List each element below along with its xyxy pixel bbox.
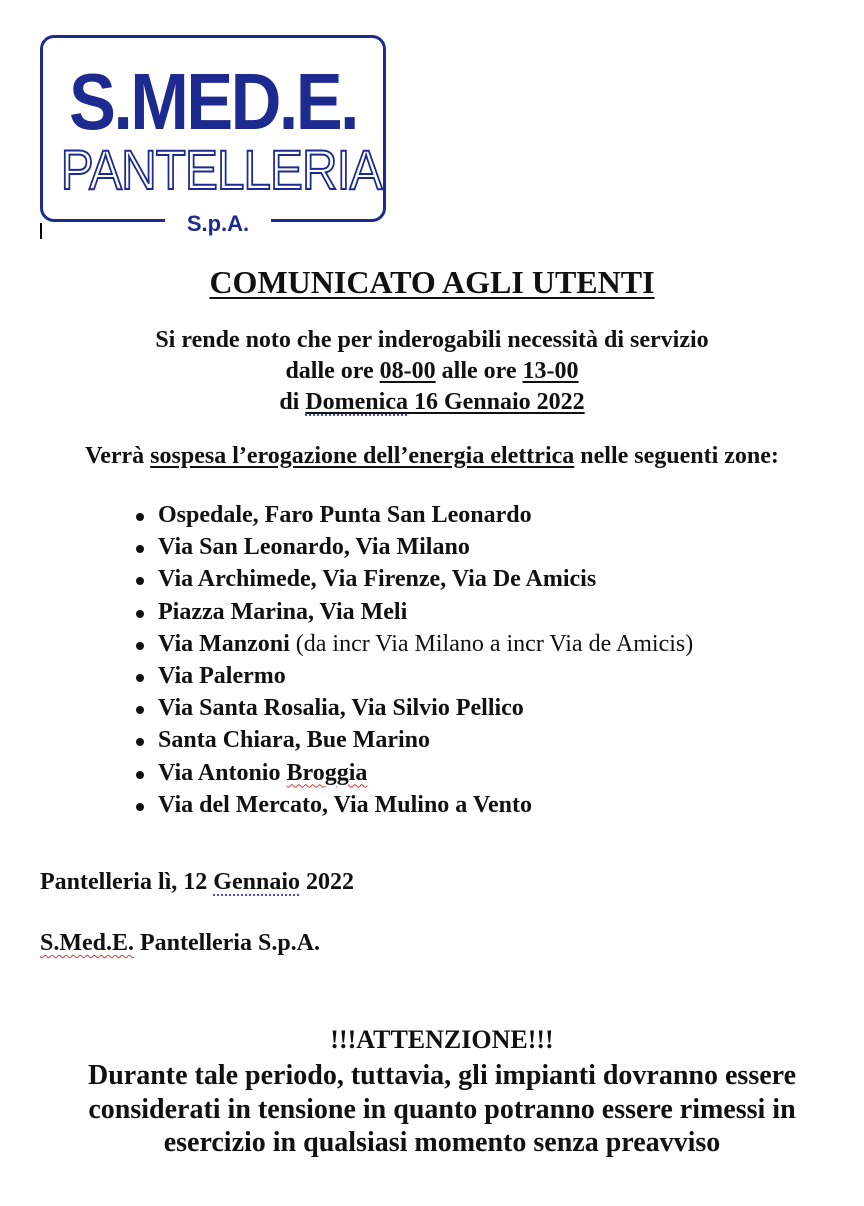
list-item: Via Manzoni (da incr Via Milano a incr Via de Amicis) bbox=[130, 628, 693, 660]
attention-body bbox=[0, 1059, 864, 1160]
logo-line-3: S.p.A. bbox=[186, 211, 250, 236]
list-item: Ospedale, Faro Punta San Leonardo bbox=[130, 499, 693, 531]
list-item: Via San Leonardo, Via Milano bbox=[130, 531, 693, 563]
list-item: Santa Chiara, Bue Marino bbox=[130, 724, 693, 756]
logo-line-1: S.MED.E. bbox=[69, 57, 357, 146]
list-item: Via Palermo bbox=[130, 660, 693, 692]
bullet-icon bbox=[136, 577, 144, 585]
suspension-highlight: sospesa l’erogazione dell’energia elettrica bbox=[150, 443, 575, 469]
bullet-icon bbox=[136, 803, 144, 811]
list-item: Via Archimede, Via Firenze, Via De Amicis bbox=[130, 563, 693, 595]
logo-line-2: PANTELLERIA bbox=[60, 138, 382, 201]
date-month: Gennaio bbox=[213, 869, 300, 895]
start-time: 08-00 bbox=[379, 358, 436, 384]
bullet-icon bbox=[136, 771, 144, 779]
attention-title: !!!ATTENZIONE!!! bbox=[330, 1025, 554, 1054]
company-logo bbox=[40, 35, 390, 240]
bullet-icon bbox=[136, 706, 144, 714]
text-cursor bbox=[40, 223, 42, 239]
place-date-line: Pantelleria lì, 12 Gennaio 2022 bbox=[40, 869, 354, 895]
intro-paragraph bbox=[0, 325, 864, 418]
spellcheck-flagged-word: Broggia bbox=[286, 759, 368, 786]
spellcheck-flagged-company: S.Med.E. bbox=[40, 930, 135, 956]
intro-line-2: dalle ore 08-00 alle ore 13-00 bbox=[285, 358, 579, 384]
list-item: Via Antonio Broggia bbox=[130, 757, 693, 789]
list-item: Via Santa Rosalia, Via Silvio Pellico bbox=[130, 692, 693, 724]
list-item: Via del Mercato, Via Mulino a Vento bbox=[130, 789, 693, 821]
outage-day: Domenica bbox=[305, 389, 408, 415]
bullet-icon bbox=[136, 513, 144, 521]
bullet-icon bbox=[136, 674, 144, 682]
bullet-icon bbox=[136, 545, 144, 553]
signature: S.Med.E. Pantelleria S.p.A. bbox=[40, 930, 321, 956]
intro-line-3: di Domenica 16 Gennaio 2022 bbox=[279, 389, 585, 415]
intro-line-1: Si rende noto che per inderogabili necessità di servizio bbox=[155, 327, 709, 353]
attention-line-2: considerati in tensione in quanto potranno essere rimessi in bbox=[88, 1093, 796, 1125]
end-time: 13-00 bbox=[522, 358, 579, 384]
list-item: Piazza Marina, Via Meli bbox=[130, 596, 693, 628]
bullet-icon bbox=[136, 610, 144, 618]
attention-line-1: Durante tale periodo, tuttavia, gli impianti dovranno essere bbox=[87, 1060, 796, 1091]
bullet-icon bbox=[136, 738, 144, 746]
suspension-notice: Verrà sospesa l’erogazione dell’energia elettrica nelle seguenti zone: bbox=[85, 443, 779, 469]
outage-date: Domenica 16 Gennaio 2022 bbox=[305, 389, 585, 415]
bullet-icon bbox=[136, 642, 144, 650]
document-title: COMUNICATO AGLI UTENTI bbox=[209, 264, 655, 300]
zones-list bbox=[130, 499, 693, 821]
attention-line-3: esercizio in qualsiasi momento senza preavviso bbox=[163, 1127, 721, 1158]
